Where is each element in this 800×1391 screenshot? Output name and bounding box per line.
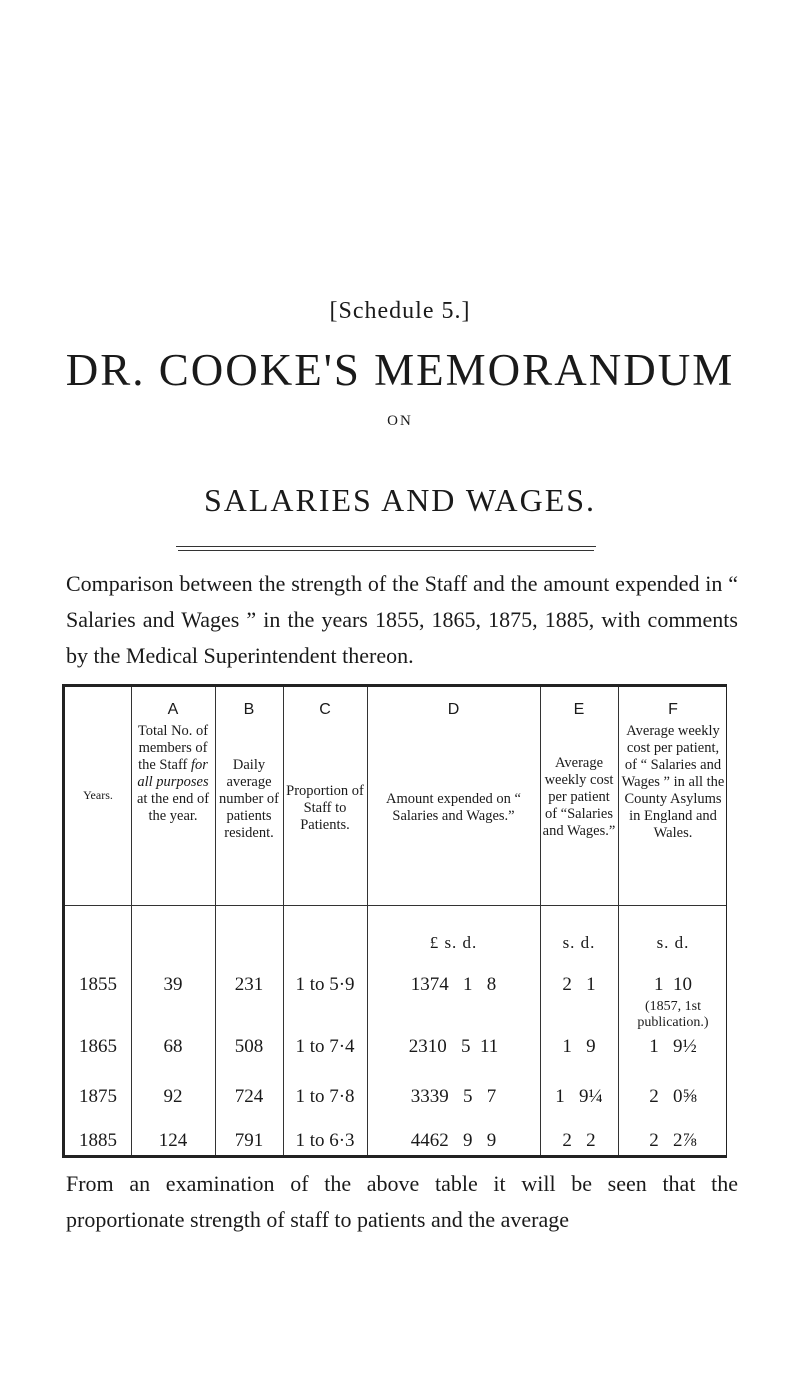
divider-rule bbox=[176, 546, 596, 547]
column-letter-d: D bbox=[447, 701, 460, 718]
cell-weekly-cost: 1 9 bbox=[562, 1036, 596, 1057]
cell-year: 1855 bbox=[79, 974, 117, 995]
header-divider bbox=[65, 905, 726, 906]
unit-weekly: s. d. bbox=[562, 933, 596, 952]
header-weekly-cost: Average weekly cost per patient of “Salaries and Wages.” bbox=[542, 755, 616, 839]
cell-staff: 124 bbox=[158, 1130, 188, 1151]
header-amount-expended: Amount expended on “ Salaries and Wages.” bbox=[386, 791, 521, 824]
column-divider bbox=[618, 687, 619, 1155]
cell-weekly-cost: 1 9¼ bbox=[555, 1086, 603, 1107]
divider-rule bbox=[178, 550, 594, 551]
cell-proportion: 1 to 7·8 bbox=[295, 1086, 355, 1107]
column-letter-a: A bbox=[167, 701, 179, 718]
column-letter-e: E bbox=[573, 701, 585, 718]
cell-year: 1875 bbox=[79, 1086, 117, 1107]
unit-county: s. d. bbox=[656, 933, 690, 952]
document-title: DR. COOKE'S MEMORANDUM bbox=[65, 345, 735, 395]
column-letter-f: F bbox=[668, 701, 678, 718]
salaries-table bbox=[62, 684, 727, 1158]
cell-amount: 4462 9 9 bbox=[410, 1130, 497, 1151]
cell-county-cost: 1 9½ bbox=[649, 1036, 697, 1057]
intro-text: Comparison between the strength of the Staff and the amount expended in “ Salaries and Wages ” in the years 1855, 1865, 1875, 1885, with comments by the Medical Superintendent thereon. bbox=[66, 571, 738, 668]
column-divider bbox=[367, 687, 368, 1155]
cell-patients: 791 bbox=[234, 1130, 264, 1151]
column-letter-b: B bbox=[243, 701, 255, 718]
header-years: Years. bbox=[83, 788, 113, 802]
cell-patients: 724 bbox=[234, 1086, 264, 1107]
cell-county-cost: 2 0⅝ bbox=[649, 1086, 697, 1107]
column-divider bbox=[215, 687, 216, 1155]
column-divider bbox=[131, 687, 132, 1155]
cell-weekly-cost: 2 2 bbox=[562, 1130, 596, 1151]
cell-county-cost: 2 2⅞ bbox=[649, 1130, 697, 1151]
outro-paragraph bbox=[66, 1166, 738, 1238]
cell-year: 1885 bbox=[79, 1130, 117, 1151]
header-proportion: Proportion of Staff to Patients. bbox=[286, 783, 364, 833]
cell-year: 1865 bbox=[79, 1036, 117, 1057]
schedule-label: [Schedule 5.] bbox=[329, 298, 471, 324]
cell-patients: 508 bbox=[234, 1036, 264, 1057]
column-divider bbox=[540, 687, 541, 1155]
publication-note: (1857, 1st publication.) bbox=[637, 999, 709, 1030]
header-daily-average: Daily average number of patients resident. bbox=[219, 757, 279, 841]
cell-weekly-cost: 2 1 bbox=[562, 974, 596, 995]
column-letter-c: C bbox=[319, 701, 331, 718]
cell-amount: 1374 1 8 bbox=[410, 974, 497, 995]
cell-proportion: 1 to 6·3 bbox=[295, 1130, 355, 1151]
title-connector: ON bbox=[387, 413, 413, 429]
cell-amount: 3339 5 7 bbox=[410, 1086, 497, 1107]
cell-staff: 39 bbox=[163, 974, 183, 995]
cell-proportion: 1 to 5·9 bbox=[295, 974, 355, 995]
cell-county-cost: 1 10 bbox=[654, 974, 692, 995]
header-county-average: Average weekly cost per patient, of “ Salaries and Wages ” in all the County Asylums in England and Wales. bbox=[621, 723, 725, 841]
cell-staff: 92 bbox=[163, 1086, 183, 1107]
cell-proportion: 1 to 7·4 bbox=[295, 1036, 355, 1057]
header-staff-total: Total No. of members of the Staff for all purposes at the end of the year. bbox=[136, 723, 210, 824]
column-divider bbox=[283, 687, 284, 1155]
unit-amount: £ s. d. bbox=[429, 933, 478, 952]
outro-text: From an examination of the above table it will be seen that the proportionate strength of staff to patients and the average bbox=[66, 1171, 738, 1232]
cell-amount: 2310 5 11 bbox=[408, 1036, 499, 1057]
cell-staff: 68 bbox=[163, 1036, 183, 1057]
cell-patients: 231 bbox=[234, 974, 264, 995]
intro-paragraph bbox=[66, 566, 738, 674]
document-subtitle: SALARIES AND WAGES. bbox=[203, 482, 597, 518]
